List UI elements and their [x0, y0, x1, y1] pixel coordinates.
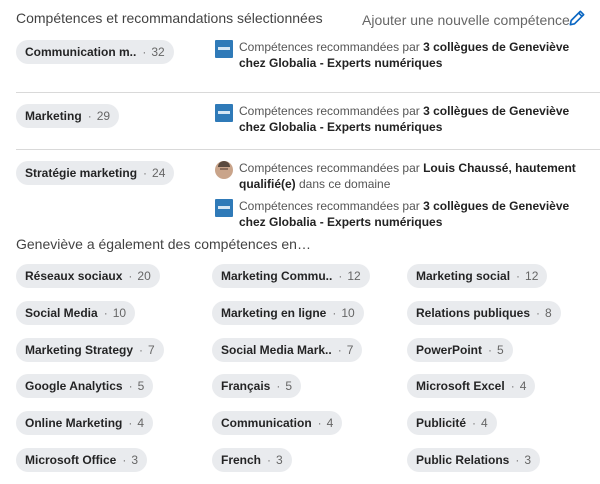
endorsement-count: 32	[151, 45, 165, 59]
separator-dot: ·	[87, 109, 92, 123]
skill-name: Communication m..	[25, 45, 137, 59]
endorser-name: 3 collègues de Geneviève chez Globalia - Experts numériques	[239, 40, 570, 70]
pencil-icon[interactable]	[567, 8, 587, 28]
endorsement-suffix: dans ce domaine	[295, 177, 391, 191]
separator-dot: ·	[128, 269, 133, 283]
skill-pill[interactable]	[212, 374, 301, 398]
skill-pill[interactable]	[212, 264, 370, 288]
skill-name: French	[221, 453, 262, 467]
separator-dot: ·	[515, 453, 520, 467]
skill-pill[interactable]	[16, 411, 153, 435]
endorsements	[215, 39, 595, 77]
avatar-icon	[215, 161, 233, 179]
skill-pill[interactable]	[407, 264, 547, 288]
endorsement-count: 5	[137, 379, 145, 394]
skill-name: Marketing social	[416, 269, 511, 283]
endorsement-count: 12	[525, 269, 539, 283]
skill-name: Publicité	[416, 416, 467, 431]
separator-dot: ·	[488, 342, 493, 357]
skill-name: Microsoft Excel	[416, 379, 505, 394]
company-logo-icon	[215, 199, 233, 217]
skill-pill[interactable]	[212, 448, 292, 472]
separator-dot: ·	[472, 416, 477, 431]
endorsement-prefix: Compétences recommandées par	[239, 161, 424, 175]
separator-dot: ·	[122, 453, 127, 467]
featured-skill-row	[16, 93, 600, 150]
separator-dot: ·	[276, 379, 281, 394]
skill-pill[interactable]	[407, 448, 540, 472]
add-skill-link[interactable]: Ajouter une nouvelle compétence	[362, 12, 570, 28]
separator-dot: ·	[332, 305, 337, 320]
featured-skill-row	[16, 150, 600, 242]
skill-pill[interactable]	[407, 411, 497, 435]
endorsement-count: 4	[481, 416, 488, 431]
skill-pill[interactable]	[16, 40, 174, 64]
skill-pill[interactable]	[16, 264, 160, 288]
endorsement-count: 3	[131, 453, 139, 467]
skill-name: Social Media Mark..	[221, 342, 332, 357]
endorsements	[215, 103, 595, 141]
endorsement-count: 8	[545, 305, 552, 320]
skill-pill[interactable]	[16, 301, 135, 325]
endorsement-prefix: Compétences recommandées par	[239, 40, 424, 54]
skill-pill[interactable]	[407, 301, 561, 325]
skill-pill[interactable]	[16, 374, 153, 398]
endorsement-count: 4	[137, 416, 145, 431]
endorsement-count: 20	[137, 269, 151, 283]
skill-name: Relations publiques	[416, 305, 531, 320]
endorsement-line[interactable]	[215, 160, 595, 192]
endorsement-count: 10	[112, 305, 127, 320]
company-logo-icon	[215, 40, 233, 58]
skill-pill[interactable]	[212, 301, 364, 325]
skill-name: Français	[221, 379, 271, 394]
separator-dot: ·	[337, 342, 342, 357]
endorser-name: 3 collègues de Geneviève chez Globalia - Experts numériques	[239, 199, 570, 229]
endorsement-line[interactable]	[215, 198, 595, 230]
separator-dot: ·	[338, 269, 343, 283]
skill-name: Marketing Commu..	[221, 269, 333, 283]
endorsement-count: 7	[148, 342, 155, 357]
separator-dot: ·	[536, 305, 541, 320]
skill-pill[interactable]	[16, 338, 164, 362]
endorsement-prefix: Compétences recommandées par	[239, 199, 424, 213]
endorsement-count: 3	[524, 453, 532, 467]
endorser-name: 3 collègues de Geneviève chez Globalia - Experts numériques	[239, 104, 570, 134]
endorsements	[215, 160, 595, 236]
endorsement-count: 10	[341, 305, 355, 320]
skill-name: Communication	[221, 416, 312, 431]
skills-header	[16, 10, 592, 30]
section-title: Compétences et recommandations sélectionnées	[16, 10, 323, 26]
other-skills-title: Geneviève a également des compétences en…	[16, 236, 311, 252]
endorsement-line[interactable]	[215, 39, 595, 71]
skill-name: Google Analytics	[25, 379, 123, 394]
skill-name: Marketing	[25, 109, 82, 123]
endorsement-count: 24	[152, 166, 166, 180]
skill-name: Marketing Strategy	[25, 342, 134, 357]
featured-skill-row	[16, 36, 600, 93]
skill-pill[interactable]	[16, 448, 147, 472]
endorsement-count: 4	[519, 379, 527, 394]
skill-name: Stratégie marketing	[25, 166, 138, 180]
separator-dot: ·	[139, 342, 144, 357]
endorsement-count: 5	[497, 342, 504, 357]
skill-pill[interactable]	[407, 338, 513, 362]
skill-name: PowerPoint	[416, 342, 483, 357]
endorsement-count: 7	[346, 342, 354, 357]
separator-dot: ·	[128, 379, 133, 394]
endorsement-prefix: Compétences recommandées par	[239, 104, 424, 118]
separator-dot: ·	[516, 269, 521, 283]
skill-name: Marketing en ligne	[221, 305, 327, 320]
skill-name: Réseaux sociaux	[25, 269, 123, 283]
endorsement-count: 12	[347, 269, 361, 283]
skill-pill[interactable]	[16, 161, 174, 185]
endorsement-count: 4	[326, 416, 334, 431]
endorsement-count: 3	[276, 453, 283, 467]
skill-pill[interactable]	[212, 411, 342, 435]
endorsement-line[interactable]	[215, 103, 595, 135]
separator-dot: ·	[128, 416, 133, 431]
skill-pill[interactable]	[212, 338, 362, 362]
endorsement-count: 29	[96, 109, 111, 123]
separator-dot: ·	[317, 416, 322, 431]
skill-name: Online Marketing	[25, 416, 123, 431]
skill-pill[interactable]	[16, 104, 119, 128]
skill-name: Microsoft Office	[25, 453, 117, 467]
skill-pill[interactable]	[407, 374, 535, 398]
skill-name: Social Media	[25, 305, 98, 320]
featured-skills-list	[0, 36, 600, 242]
skill-name: Public Relations	[416, 453, 510, 467]
company-logo-icon	[215, 104, 233, 122]
separator-dot: ·	[142, 45, 147, 59]
separator-dot: ·	[267, 453, 272, 467]
separator-dot: ·	[510, 379, 515, 394]
separator-dot: ·	[103, 305, 108, 320]
endorser-name: Louis Chaussé, hautement qualifié(e)	[239, 161, 576, 191]
endorsement-count: 5	[285, 379, 293, 394]
separator-dot: ·	[143, 166, 148, 180]
